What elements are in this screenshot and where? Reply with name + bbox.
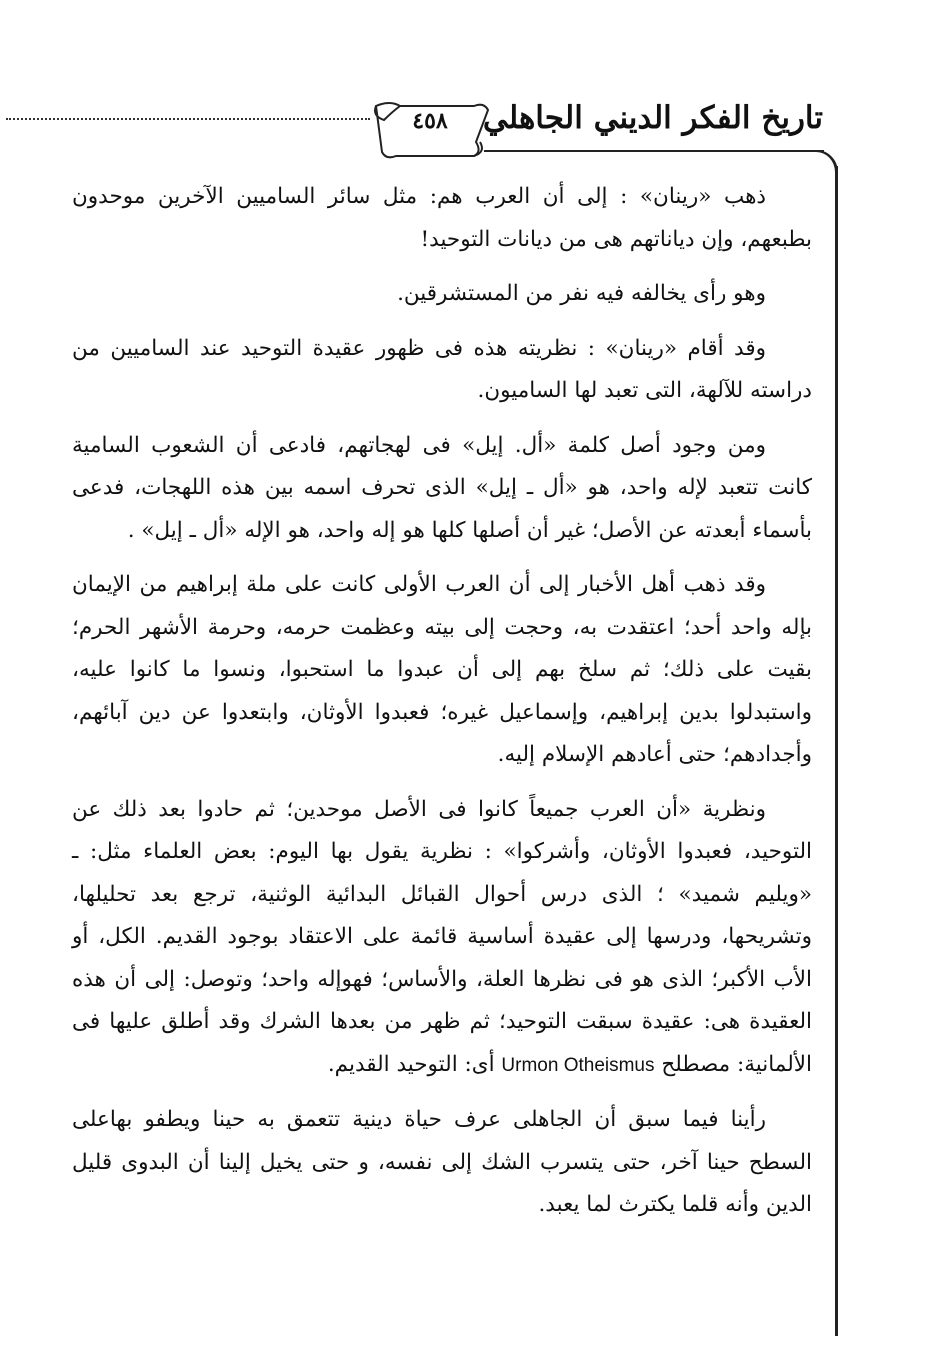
header-dotted-rule <box>6 118 370 120</box>
paragraph-schmidt-theory <box>72 789 812 1088</box>
frame-side-rule <box>835 166 838 1336</box>
paragraph-orientalists: وهو رأى يخالفه فيه نفر من المستشرقين. <box>397 281 766 306</box>
page-number: ٤٥٨ <box>412 108 448 134</box>
frame-corner <box>810 150 838 178</box>
theory-text: ونظرية «أن العرب جميعاً كانوا فى الأصل موحدين؛ ثم حادوا بعد ذلك عن التوحيد، فعبدوا الأوثان، وأشركوا» : نظرية يقول بها اليوم: بعض العلماء مثل: ـ «ويليم شميد» ؛ الذى درس أحوال القبائل البدائية الوثنية، ترجع بعد تحليلها، وتشريحها، ودرسها إلى عقيدة أساسية قائمة على الاعتقاد بوجود القديم. الكل، أو الأب الأكبر؛ الذى هو فى نظرها العلة، والأساس؛ فهوإله واحد؛ وتوصل: إلى أن هذه العقيدة هى: عقيدة سبقت التوحيد؛ ثم ظهر من بعدها الشرك وقد أطلق عليها فى الألمانية: مصطلح <box>72 796 812 1077</box>
paragraph-conclusion: رأينا فيما سبق أن الجاهلى عرف حياة دينية تتعمق به حينا ويطفو بهاعلى السطح حينا آخر، حتى يتسرب الشك إلى نفسه، و حتى يخيل إلينا أن البدوى قليل الدين وأنه قلما يكترث لما يعبد. <box>72 1107 812 1217</box>
paragraph-renan-theory: وقد أقام «رينان» : نظريته هذه فى ظهور عقيدة التوحيد عند الساميين من دراسته للآلهة، التى تعبد لها الساميون. <box>72 335 812 403</box>
german-term: Urmon Otheismus <box>501 1054 655 1076</box>
frame-top-rule <box>484 150 824 152</box>
paragraph-abraham-religion: وقد ذهب أهل الأخبار إلى أن العرب الأولى كانت على ملة إبراهيم من الإيمان بإله واحد أحد؛ اعتقدت به، وحجت إلى بيته وعظمت حرمه، وحرمة الأشهر الحرم؛ بقيت على ذلك؛ ثم سلخ بهم إلى أن عبدوا ما استحبوا، ونسوا ما كانوا عليه، واستبدلوا بدين إبراهيم، وإسماعيل غيره؛ فعبدوا الأوثان، وابتعدوا عن دين آبائهم، وأجدادهم؛ حتى أعادهم الإسلام إليه. <box>72 572 812 767</box>
paragraph-renan-claim: ذهب «رينان» : إلى أن العرب هم: مثل سائر الساميين الآخرين موحدون بطبعهم، وإن دياناتهم هى من ديانات التوحيد! <box>72 184 812 252</box>
body-text <box>72 176 812 1239</box>
book-title: تاريخ الفكر الديني الجاهلي <box>482 100 823 136</box>
paragraph-el-word: ومن وجود أصل كلمة «أل. إيل» فى لهجاتهم، فادعى أن الشعوب السامية كانت تتعبد لإله واحد، هو «أل ـ إيل» الذى تحرف اسمه بين هذه اللهجات، فدعى بأسماء أبعدته عن الأصل؛ غير أن أصلها كلها هو إله واحد، هو الإله «أل ـ إيل» . <box>72 432 812 543</box>
theory-text-end: أى: التوحيد القديم. <box>327 1051 495 1077</box>
